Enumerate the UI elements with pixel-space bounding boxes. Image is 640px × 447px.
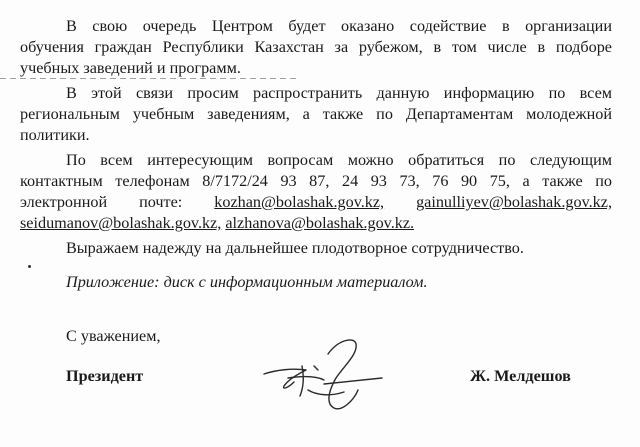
paragraph-1-line-1: В свою очередь Центром будет оказано содействие в организации bbox=[66, 17, 612, 35]
signatory-position: Президент bbox=[66, 367, 144, 385]
email-link-seidumanov[interactable]: seidumanov@bolashak.gov.kz, bbox=[20, 214, 222, 232]
paragraph-2-line-2: региональным учебным заведениям, а также по Департаментам молодежной bbox=[20, 105, 612, 123]
paragraph-2-line-3: политики. bbox=[20, 126, 90, 144]
paragraph-2-line-1: В этой связи просим распространить данную информацию по всем bbox=[66, 84, 612, 102]
paragraph-3-line-3 bbox=[20, 192, 612, 213]
email-label: электронной почте: bbox=[20, 193, 183, 211]
paragraph-4: Выражаем надежду на дальнейшее плодотворное сотрудничество. bbox=[66, 239, 524, 257]
closing-greeting: С уважением, bbox=[66, 327, 161, 345]
attachment-note: Приложение: диск с информационным материалом. bbox=[66, 273, 428, 291]
paragraph-1-line-2: обучения граждан Республики Казахстан за рубежом, в том числе в подборе bbox=[20, 38, 612, 56]
email-link-gainulliyev[interactable]: gainulliyev@bolashak.gov.kz, bbox=[416, 193, 612, 211]
paragraph-3-line-4 bbox=[20, 213, 414, 234]
handwritten-signature bbox=[258, 330, 388, 420]
paragraph-1-line-3: учебных заведений и программ. bbox=[20, 59, 241, 77]
paragraph-3-line-1: По всем интересующим вопросам можно обратиться по следующим bbox=[66, 151, 612, 169]
scan-artifact-dot bbox=[28, 265, 31, 268]
email-link-alzhanova[interactable]: alzhanova@bolashak.gov.kz. bbox=[225, 214, 415, 232]
paragraph-3-line-2: контактным телефонам 8/7172/24 93 87, 24 93 73, 76 90 75, а также по bbox=[20, 172, 612, 190]
signatory-name: Ж. Мелдешов bbox=[470, 367, 571, 385]
email-link-kozhan[interactable]: kozhan@bolashak.gov.kz, bbox=[214, 193, 385, 211]
